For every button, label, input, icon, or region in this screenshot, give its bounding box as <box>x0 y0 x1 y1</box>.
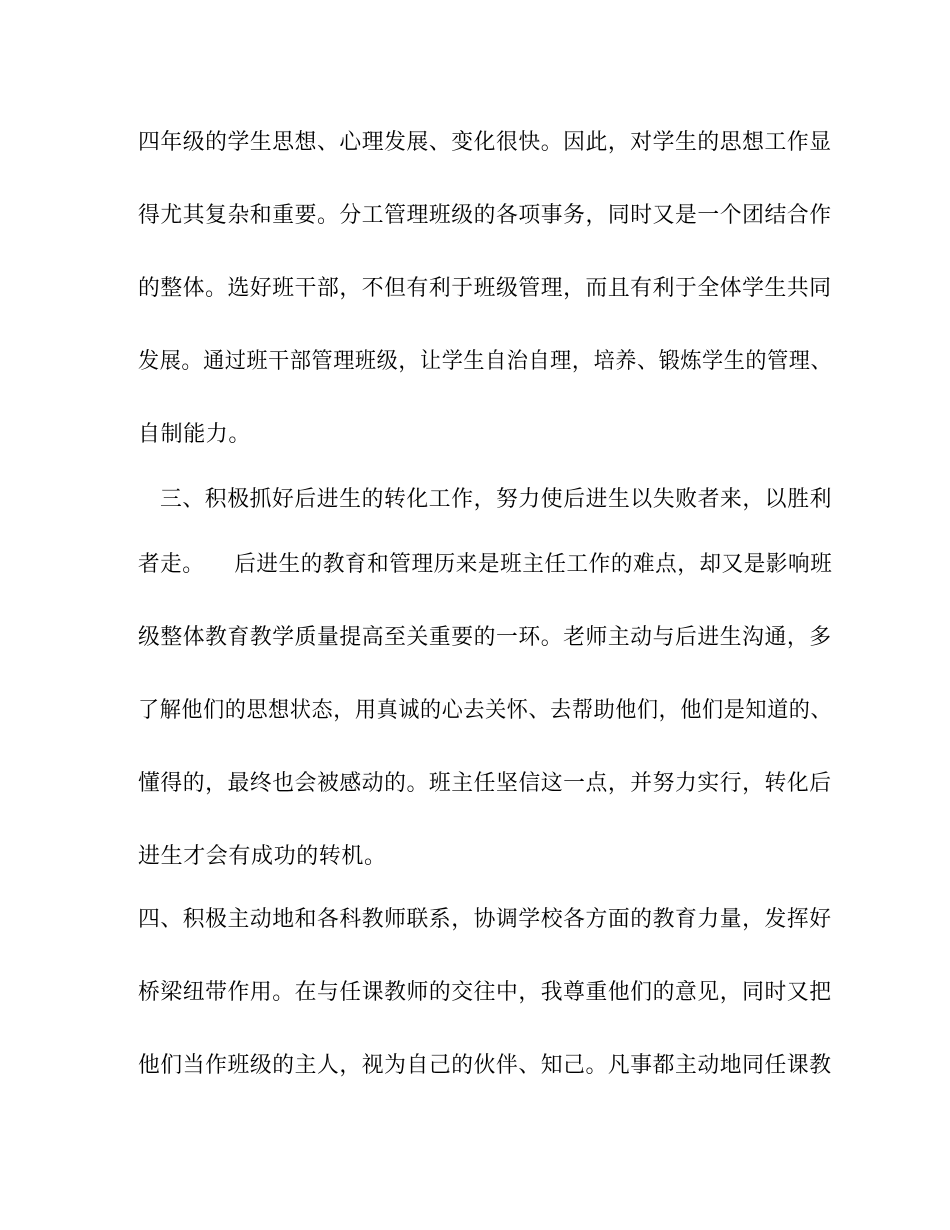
text-line: 的整体。选好班干部，不但有利于班级管理，而且有利于全体学生共同 <box>138 276 832 301</box>
text-line: 者走。 后进生的教育和管理历来是班主任工作的难点，却又是影响班 <box>138 552 833 577</box>
section-heading-line: 三、积极抓好后进生的转化工作，努力使后进生以失败者来，以胜利 <box>160 487 833 512</box>
text-line: 桥梁纽带作用。在与任课教师的交往中，我尊重他们的意见，同时又把 <box>138 980 832 1005</box>
text-line: 他们当作班级的主人，视为自己的伙伴、知己。凡事都主动地同任课教 <box>138 1053 832 1078</box>
text-line: 四年级的学生思想、心理发展、变化很快。因此，对学生的思想工作显 <box>138 130 832 155</box>
text-line: 得尤其复杂和重要。分工管理班级的各项事务，同时又是一个团结合作 <box>138 203 832 228</box>
text-line: 自制能力。 <box>138 422 252 447</box>
text-line: 进生才会有成功的转机。 <box>138 844 387 869</box>
text-line: 懂得的，最终也会被感动的。班主任坚信这一点，并努力实行，转化后 <box>138 771 832 796</box>
text-line: 了解他们的思想状态，用真诚的心去关怀、去帮助他们，他们是知道的、 <box>138 698 833 723</box>
text-line: 级整体教育教学质量提高至关重要的一环。老师主动与后进生沟通，多 <box>138 625 832 650</box>
text-line: 发展。通过班干部管理班级，让学生自治自理，培养、锻炼学生的管理、 <box>138 349 833 374</box>
section-heading-line: 四、积极主动地和各科教师联系，协调学校各方面的教育力量，发挥好 <box>138 907 832 932</box>
